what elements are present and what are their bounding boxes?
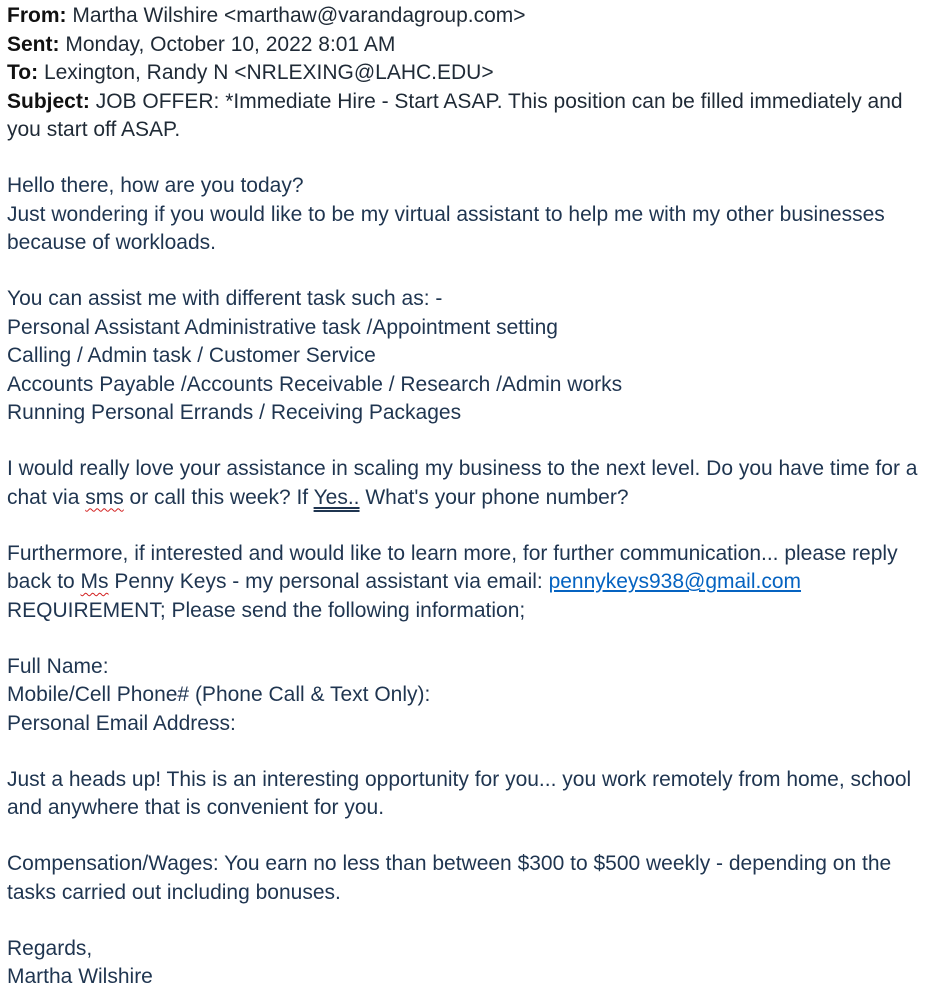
signature-text: Martha Wilshire [7, 965, 153, 988]
grammar-flagged-word[interactable]: Yes.. [313, 485, 360, 509]
from-value: Martha Wilshire <marthaw@varandagroup.com> [72, 4, 526, 27]
sent-row [7, 31, 920, 60]
compensation-paragraph: Compensation/Wages: You earn no less than between $300 to $500 weekly - depending on the tasks carried out including bonuses. [7, 852, 898, 904]
subject-row [7, 88, 920, 145]
chat-text-3: What's your phone number? [359, 485, 629, 509]
field-item: Full Name: [7, 654, 109, 678]
intro-paragraph: Just wondering if you would like to be my virtual assistant to help me with my other businesses because of workloads. [7, 202, 891, 254]
to-row [7, 59, 920, 88]
sent-label: Sent: [7, 32, 60, 56]
further-paragraph [7, 540, 920, 597]
spacer [7, 145, 920, 173]
email-link[interactable]: pennykeys938@gmail.com [548, 570, 802, 593]
field-item: Mobile/Cell Phone# (Phone Call & Text Only): [7, 683, 431, 706]
misspelled-word[interactable]: Ms [80, 570, 109, 593]
task-item: Running Personal Errands / Receiving Packages [7, 401, 462, 424]
tasks-intro: You can assist me with different task such as: - [7, 287, 443, 310]
greeting-text: Hello there, how are you today? [7, 174, 304, 197]
task-item: Accounts Payable /Accounts Receivable / Research /Admin works [7, 372, 623, 396]
sent-value: Monday, October 10, 2022 8:01 AM [65, 32, 396, 56]
spacer [7, 512, 920, 540]
spacer [7, 258, 920, 286]
spacer [7, 738, 920, 766]
subject-value: JOB OFFER: *Immediate Hire - Start ASAP. This position can be filled immediately and you start off ASAP. [7, 89, 903, 141]
heads-up-paragraph: Just a heads up! This is an interesting opportunity for you... you work remotely from home, school and anywhere that is convenient for you. [7, 767, 918, 819]
to-label: To: [7, 61, 39, 84]
spacer [7, 625, 920, 653]
misspelled-word[interactable]: sms [85, 485, 124, 509]
chat-paragraph [7, 455, 924, 512]
chat-text-1: I would really love your assistance in scaling my business to the next level. Do you have time for a chat via [7, 457, 924, 509]
spacer [7, 428, 920, 456]
from-label: From: [7, 4, 67, 27]
task-item: Calling / Admin task / Customer Service [7, 344, 376, 367]
subject-label: Subject: [7, 89, 90, 113]
from-row [7, 2, 920, 31]
further-text-1: Furthermore, if interested and would like to learn more, for further communication... please reply back to [7, 541, 904, 593]
spacer [7, 907, 920, 935]
to-value: Lexington, Randy N <NRLEXING@LAHC.EDU> [43, 61, 494, 84]
task-item: Personal Assistant Administrative task /Appointment setting [7, 315, 558, 339]
chat-text-2: or call this week? If [123, 485, 314, 509]
field-item: Personal Email Address: [7, 711, 236, 735]
further-text-2: Penny Keys - my personal assistant via email: [108, 570, 549, 593]
requirement-text: REQUIREMENT; Please send the following information; [7, 598, 526, 622]
spacer [7, 823, 920, 851]
regards-text: Regards, [7, 936, 93, 960]
